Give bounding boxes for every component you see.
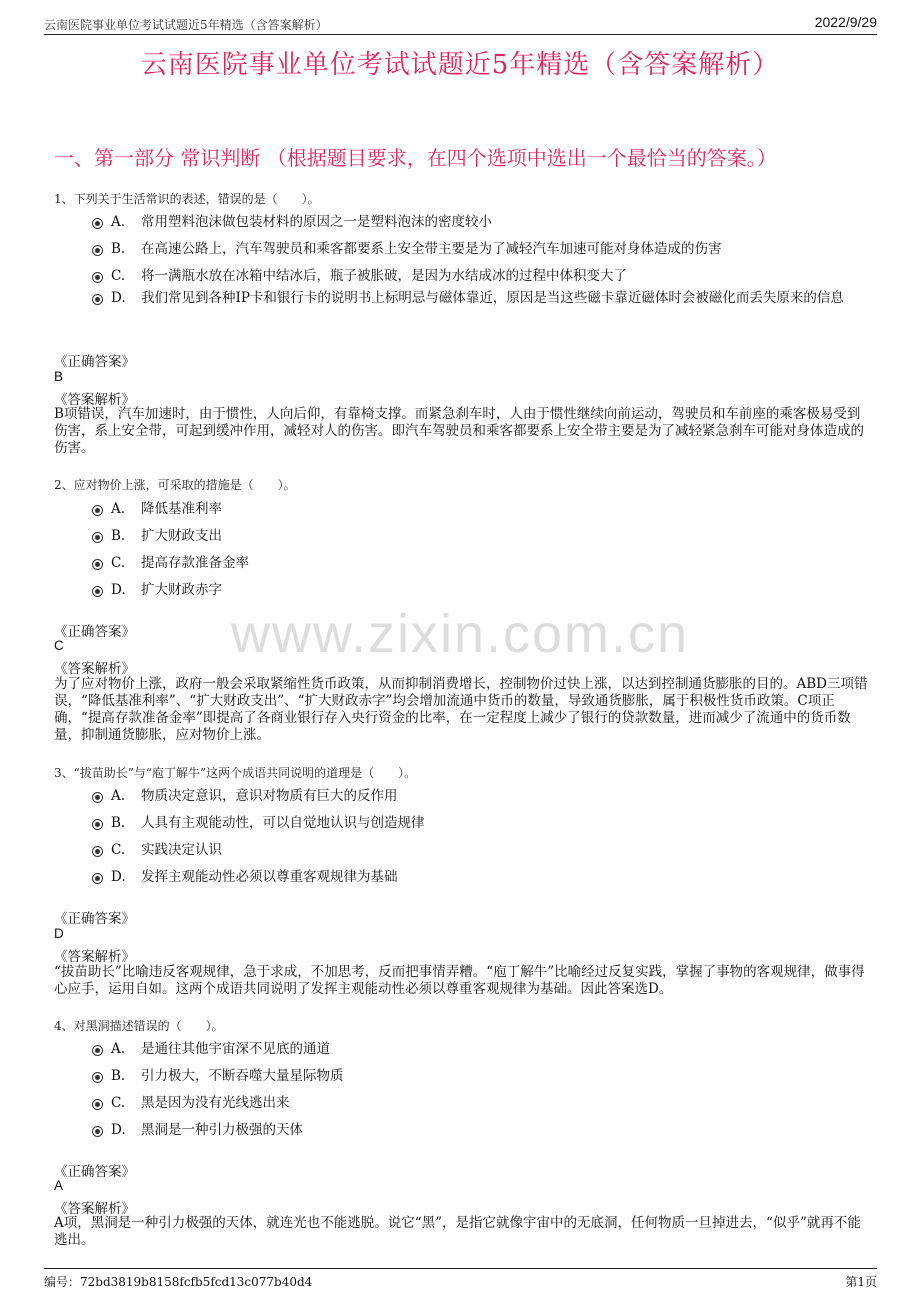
radio-icon[interactable] bbox=[92, 1045, 103, 1056]
option-item[interactable]: A. 降低基准利率 bbox=[92, 497, 222, 517]
option-item[interactable]: A. 常用塑料泡沫做包装材料的原因之一是塑料泡沫的密度较小 bbox=[92, 210, 492, 230]
radio-icon[interactable] bbox=[92, 294, 103, 305]
option-item[interactable]: C. 实践决定认识 bbox=[92, 838, 222, 858]
analysis-label: 《答案解析》 bbox=[54, 661, 135, 677]
correct-answer: A bbox=[54, 1178, 64, 1193]
question-stem: 2、应对物价上涨，可采取的措施是（ ）。 bbox=[54, 478, 296, 492]
radio-icon[interactable] bbox=[92, 819, 103, 830]
correct-answer: D bbox=[54, 926, 64, 941]
answer-label: 《正确答案》 bbox=[54, 1164, 135, 1180]
analysis-label: 《答案解析》 bbox=[54, 949, 135, 965]
page-number: 第1页 bbox=[845, 1275, 877, 1289]
section-heading: 一、第一部分 常识判断 （根据题目要求，在四个选项中选出一个最恰当的答案。） bbox=[54, 146, 777, 170]
option-item[interactable]: C. 黑是因为没有光线逃出来 bbox=[92, 1091, 290, 1111]
analysis-text: B项错误，汽车加速时，由于惯性，人向后仰，有靠椅支撑。而紧急刹车时，人由于惯性继续向前运动，驾驶员和车前座的乘客极易受到伤害，系上安全带，可起到缓冲作用，减轻对人的伤害。即汽车驾驶员和乘客都要系上安全带主要是为了减轻紧急刹车可能对身体造成的伤害。 bbox=[54, 406, 864, 456]
option-item[interactable]: C. 提高存款准备金率 bbox=[92, 551, 249, 571]
radio-icon[interactable] bbox=[92, 586, 103, 597]
watermark: www.zixin.com.cn bbox=[230, 604, 690, 664]
option-item[interactable]: A. 是通往其他宇宙深不见底的通道 bbox=[92, 1037, 330, 1057]
page-header bbox=[44, 14, 877, 35]
question-stem: 4、对黑洞描述错误的（ ）。 bbox=[54, 1019, 224, 1033]
option-item[interactable]: A. 物质决定意识，意识对物质有巨大的反作用 bbox=[92, 784, 398, 804]
radio-icon[interactable] bbox=[92, 272, 103, 283]
option-item[interactable]: D. 扩大财政赤字 bbox=[92, 578, 222, 598]
analysis-label: 《答案解析》 bbox=[54, 392, 135, 408]
radio-icon[interactable] bbox=[92, 245, 103, 256]
option-item[interactable]: D. 我们常见到各种IP卡和银行卡的说明书上标明忌与磁体靠近，原因是当这些磁卡靠近磁体时会被磁化而丢失原来的信息 bbox=[92, 287, 872, 310]
analysis-text: 为了应对物价上涨，政府一般会采取紧缩性货币政策，从而抑制消费增长，控制物价过快上涨，以达到控制通货膨胀的目的。ABD三项错误，“降低基准利率”、“扩大财政支出”、“扩大财政赤字”均会增加流通中货币的数量，导致通货膨胀，属于积极性货币政策。C项正确，“提高存款准备金率”即提高了各商业银行存入央行资金的比率，在一定程度上减少了银行的贷款数量，进而减少了流通中的货币数量，抑制通货膨胀，应对物价上涨。 bbox=[54, 676, 868, 743]
question-stem: 1、下列关于生活常识的表述，错误的是（ ）。 bbox=[54, 192, 320, 206]
option-item[interactable]: B. 人具有主观能动性，可以自觉地认识与创造规律 bbox=[92, 811, 425, 831]
correct-answer: C bbox=[54, 638, 64, 653]
analysis-text: A项，黑洞是一种引力极强的天体，就连光也不能逃脱。说它“黑”，是指它就像宇宙中的无底洞，任何物质一旦掉进去，“似乎”就再不能逃出。 bbox=[54, 1215, 861, 1248]
question-stem: 3、“拔苗助长”与“庖丁解牛”这两个成语共同说明的道理是（ ）。 bbox=[54, 766, 417, 780]
radio-icon[interactable] bbox=[92, 532, 103, 543]
page-footer bbox=[44, 1268, 877, 1289]
document-title: 云南医院事业单位考试试题近5年精选（含答案解析） bbox=[140, 50, 780, 80]
radio-icon[interactable] bbox=[92, 873, 103, 884]
option-item[interactable]: B. 在高速公路上，汽车驾驶员和乘客都要系上安全带主要是为了减轻汽车加速可能对身体造成的伤害 bbox=[92, 237, 722, 257]
radio-icon[interactable] bbox=[92, 218, 103, 229]
radio-icon[interactable] bbox=[92, 559, 103, 570]
header-date: 2022/9/29 bbox=[814, 14, 877, 30]
header-doc-title: 云南医院事业单位考试试题近5年精选（含答案解析） bbox=[44, 18, 328, 32]
document-id: 编号：72bd3819b8158fcfb5fcd13c077b40d4 bbox=[44, 1275, 313, 1289]
answer-label: 《正确答案》 bbox=[54, 354, 135, 370]
answer-label: 《正确答案》 bbox=[54, 911, 135, 927]
correct-answer: B bbox=[54, 369, 64, 384]
analysis-text: “拔苗助长”比喻违反客观规律，急于求成，不加思考，反而把事情弄糟。“庖丁解牛”比喻经过反复实践，掌握了事物的客观规律，做事得心应手，运用自如。这两个成语共同说明了发挥主观能动性必须以尊重客观规律为基础。因此答案选D。 bbox=[54, 964, 865, 997]
radio-icon[interactable] bbox=[92, 1126, 103, 1137]
radio-icon[interactable] bbox=[92, 846, 103, 857]
option-item[interactable]: B. 引力极大，不断吞噬大量星际物质 bbox=[92, 1064, 344, 1084]
option-item[interactable]: C. 将一满瓶水放在冰箱中结冰后，瓶子被胀破，是因为水结成冰的过程中体积变大了 bbox=[92, 264, 627, 284]
radio-icon[interactable] bbox=[92, 1099, 103, 1110]
radio-icon[interactable] bbox=[92, 1072, 103, 1083]
radio-icon[interactable] bbox=[92, 792, 103, 803]
answer-label: 《正确答案》 bbox=[54, 624, 135, 640]
analysis-label: 《答案解析》 bbox=[54, 1201, 135, 1217]
option-item[interactable]: D. 发挥主观能动性必须以尊重客观规律为基础 bbox=[92, 865, 398, 885]
option-item[interactable]: B. 扩大财政支出 bbox=[92, 524, 222, 544]
option-item[interactable]: D. 黑洞是一种引力极强的天体 bbox=[92, 1118, 303, 1138]
radio-icon[interactable] bbox=[92, 505, 103, 516]
